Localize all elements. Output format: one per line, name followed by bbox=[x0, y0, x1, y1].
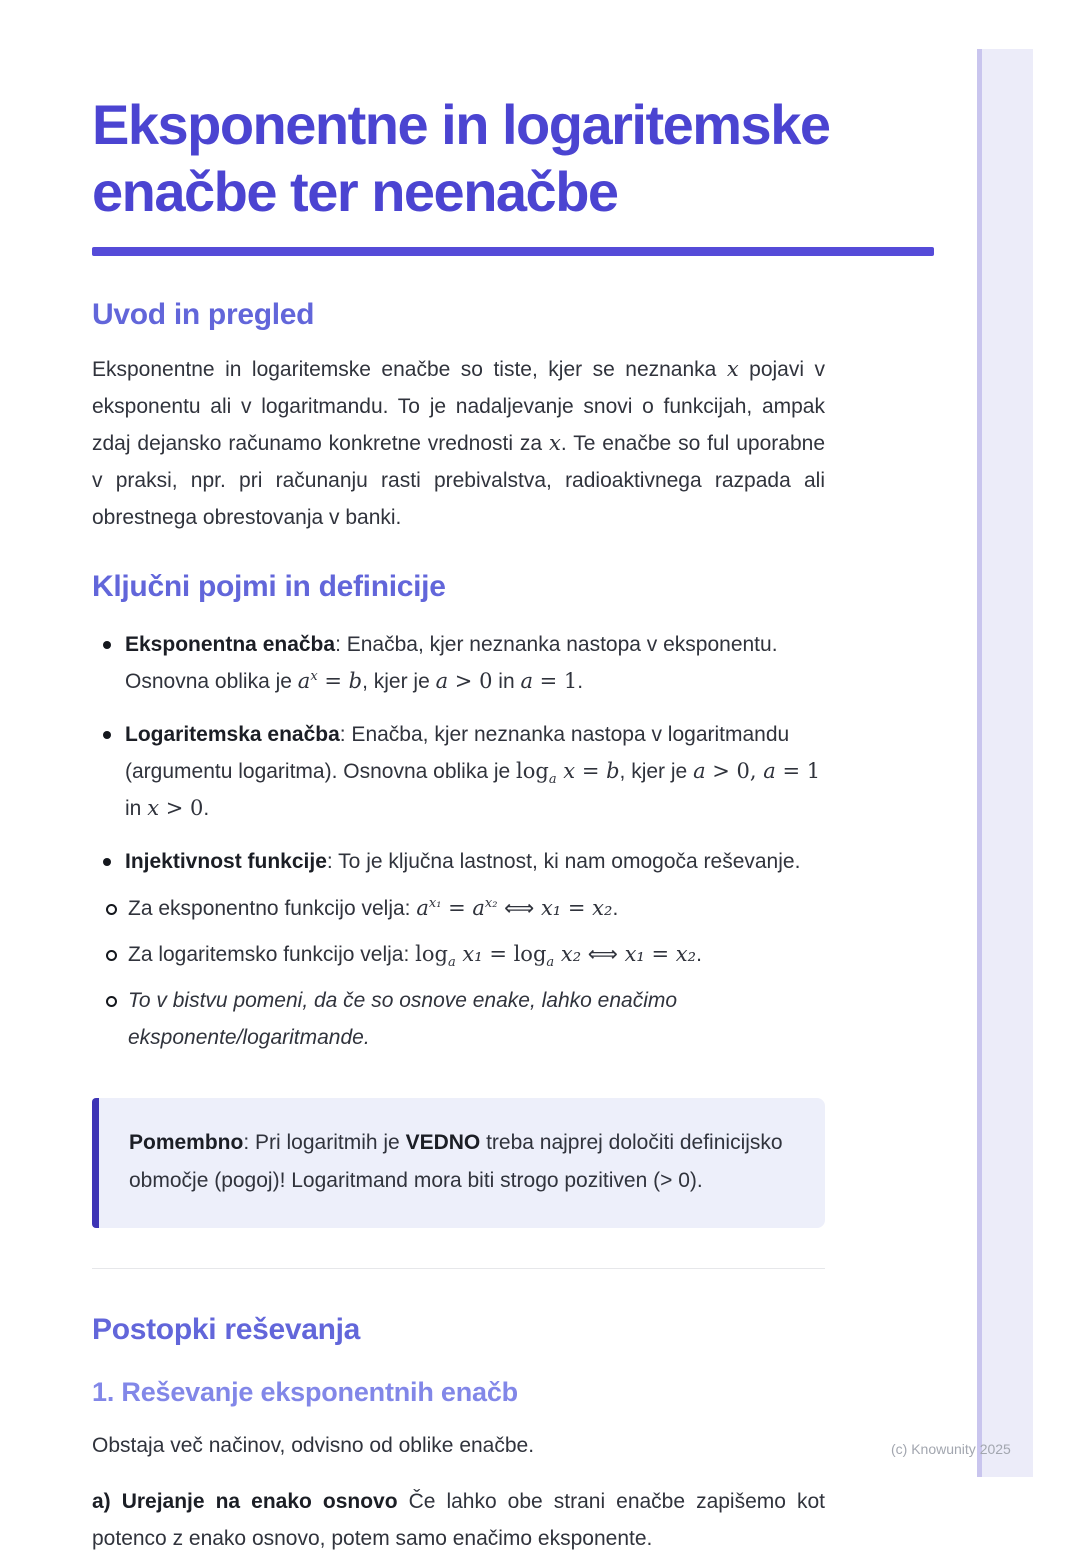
title-underline-rule bbox=[92, 247, 934, 256]
circle-bullet-icon bbox=[92, 890, 128, 927]
callout-text: Pomembno: Pri logaritmih je VEDNO treba najprej določiti definicijsko območje (pogoj)! Logaritmand mora biti strogo pozitiven (> 0). bbox=[129, 1131, 783, 1193]
list-item-injektivnost bbox=[92, 843, 825, 1056]
important-callout bbox=[92, 1098, 825, 1228]
bullet-icon bbox=[92, 716, 125, 827]
list-item-eksponentna-enacba bbox=[92, 626, 825, 700]
section-heading-kljucni-pojmi: Ključni pojmi in definicije bbox=[92, 570, 446, 604]
bullet-icon bbox=[92, 843, 125, 880]
sublist-item-text: To v bistvu pomeni, da če so osnove enake, lahko enačimo eksponente/logaritmande. bbox=[128, 989, 678, 1050]
intro-paragraph: Eksponentne in logaritemske enačbe so tiste, kjer se neznanka x pojavi v eksponentu ali v logaritmandu. To je nadaljevanje snovi o funkcijah, ampak zdaj dejansko računamo konkretne vrednosti za x. Te enačbe so ful uporabne v praksi, npr. pri računanju rasti prebivalstva, radioaktivnega razpada ali obrestnega obrestovanja v banki. bbox=[92, 357, 825, 530]
circle-bullet-icon bbox=[92, 936, 128, 973]
list-item-logaritemska-enacba bbox=[92, 716, 825, 827]
circle-bullet-icon bbox=[92, 982, 128, 1056]
section-divider bbox=[92, 1268, 825, 1269]
section-heading-postopki: Postopki reševanja bbox=[92, 1313, 361, 1347]
bullet-icon bbox=[92, 626, 125, 700]
subsection-heading-resevanje-eksponentnih: 1. Reševanje eksponentnih enačb bbox=[92, 1377, 518, 1408]
procedures-note: Obstaja več načinov, odvisno od oblike enačbe. bbox=[92, 1434, 535, 1458]
concepts-list bbox=[92, 626, 825, 1056]
list-item-text: Injektivnost funkcije: To je ključna lastnost, ki nam omogoča reševanje. bbox=[125, 850, 801, 874]
list-item-text: Eksponentna enačba: Enačba, kjer neznanka nastopa v eksponentu. Osnovna oblika je $a^x = b$, kjer je a > 0 in a = 1. bbox=[125, 633, 778, 694]
method-a-paragraph: a) Urejanje na enako osnovo Če lahko obe strani enačbe zapišemo kot potenco z enako osnovo, potem samo enačimo eksponente. bbox=[92, 1490, 825, 1551]
sublist-item-eksponentna bbox=[92, 890, 825, 927]
page-title bbox=[92, 91, 952, 225]
sublist-item-text: Za logaritemsko funkcijo velja: $\log_a x_1 = \log_a x_2$ ⟺ x₁ = x₂. bbox=[128, 942, 702, 971]
sublist-item-logaritemska bbox=[92, 936, 825, 973]
watermark: (c) Knowunity 2025 bbox=[891, 1441, 1011, 1457]
injektivnost-sublist bbox=[92, 890, 825, 1056]
document-content bbox=[92, 0, 830, 1557]
page-title-line2: enačbe ter neenačbe bbox=[92, 160, 618, 224]
page-title-line1: Eksponentne in logaritemske bbox=[92, 93, 830, 156]
list-item-text: Logaritemska enačba: Enačba, kjer neznanka nastopa v logaritmandu (argumentu logaritma). Osnovna oblika je $\log_a x = b$, kjer je a > 0, a = 1 in x > 0. bbox=[125, 723, 821, 821]
sublist-item-pojasnilo bbox=[92, 982, 825, 1056]
right-side-strip bbox=[977, 49, 1033, 1477]
sublist-item-text: Za eksponentno funkcijo velja: $a^{x_1} = a^{x_2}$ ⟺ x₁ = x₂. bbox=[128, 896, 619, 921]
section-heading-uvod: Uvod in pregled bbox=[92, 298, 315, 332]
